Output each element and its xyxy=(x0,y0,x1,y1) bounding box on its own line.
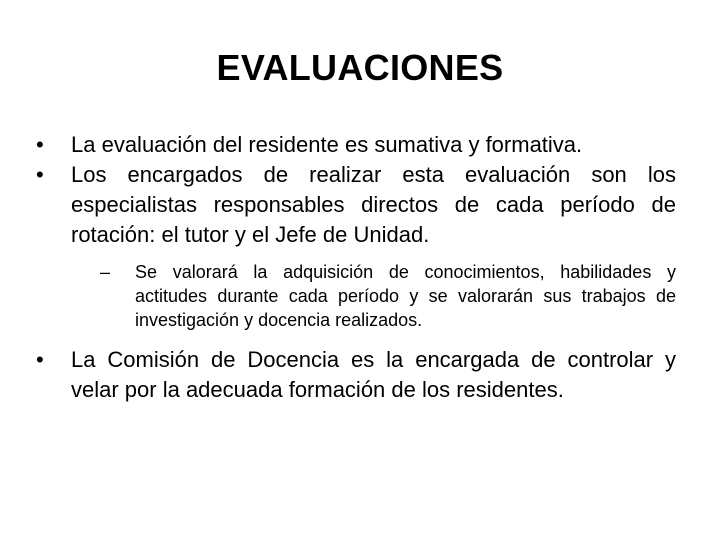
bullet-text: Los encargados de realizar esta evaluación son los especialistas responsables directos de cada período de rotación: el tutor y el Jefe de Unidad. xyxy=(71,162,676,247)
bullet-item-1 xyxy=(36,130,676,160)
bullet-item-2 xyxy=(36,160,676,250)
bullet-marker: • xyxy=(36,347,44,372)
sub-bullet-text: Se valorará la adquisición de conocimientos, habilidades y actitudes durante cada período y se valorarán sus trabajos de investigación y docencia realizados. xyxy=(135,262,676,330)
bullet-text: La Comisión de Docencia es la encargada de controlar y velar por la adecuada formación de los residentes. xyxy=(71,347,676,402)
bullet-text: La evaluación del residente es sumativa y formativa. xyxy=(71,132,583,157)
slide-content xyxy=(36,130,676,405)
bullet-marker: • xyxy=(36,132,44,157)
bullet-marker: • xyxy=(36,162,44,187)
sub-bullet-item-1 xyxy=(100,260,676,332)
slide-title: EVALUACIONES xyxy=(216,47,504,88)
bullet-item-3 xyxy=(36,345,676,405)
sub-bullet-marker: – xyxy=(100,262,111,282)
